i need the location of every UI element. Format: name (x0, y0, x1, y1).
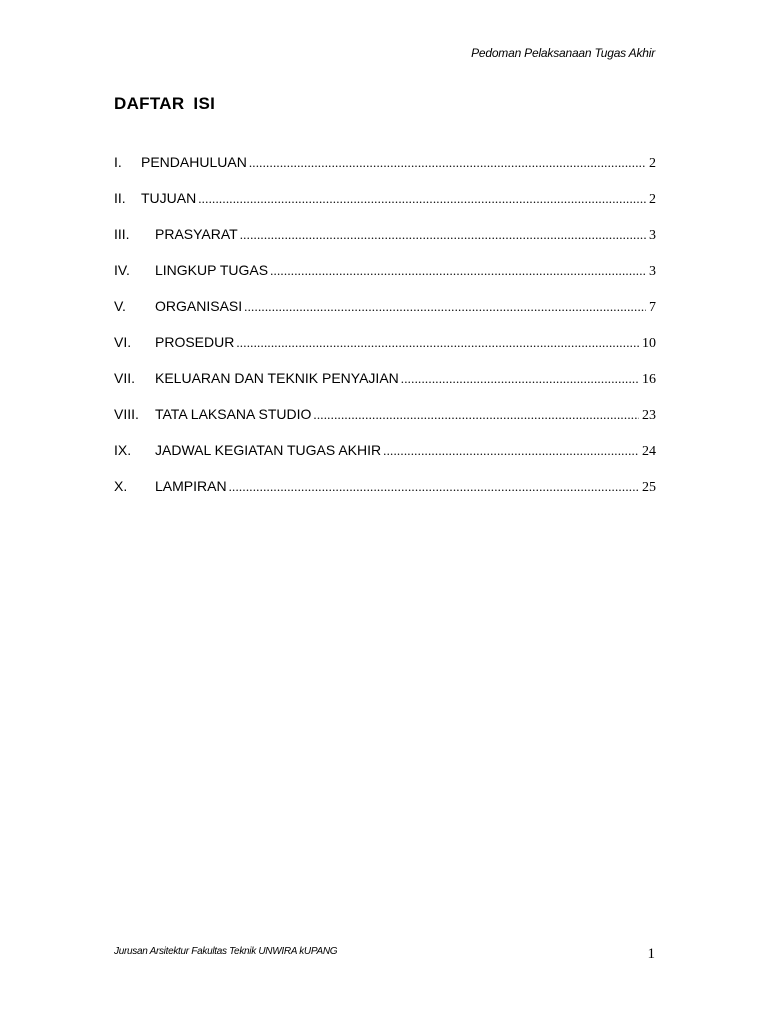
toc-entry-tata-laksana (114, 406, 656, 442)
footer-institution: Jurusan Arsitektur Fakultas Teknik UNWIRA kUPANG (114, 946, 338, 957)
toc-entry-page: 25 (642, 480, 656, 495)
toc-entry-prasyarat (114, 226, 656, 262)
toc-entry-page: 3 (649, 264, 656, 279)
toc-entry-page: 2 (649, 192, 656, 207)
toc-entry-label: TATA LAKSANA STUDIO (155, 406, 312, 422)
toc-title: DAFTAR ISI (114, 94, 216, 113)
toc-entry-lingkup-tugas (114, 262, 656, 298)
running-header: Pedoman Pelaksanaan Tugas Akhir (471, 46, 655, 60)
toc-entry-number: X. (114, 478, 128, 494)
dot-leader (229, 479, 639, 495)
dot-leader (313, 407, 639, 423)
toc-entry-number: III. (114, 226, 130, 242)
toc-entry-number: IV. (114, 262, 130, 278)
toc-entry-page: 3 (649, 228, 656, 243)
dot-leader (198, 191, 646, 207)
page-number: 1 (647, 946, 655, 962)
table-of-contents (114, 154, 656, 514)
toc-entry-tujuan (114, 190, 656, 226)
toc-entry-number: IX. (114, 442, 132, 458)
toc-entry-page: 16 (642, 372, 656, 387)
toc-entry-label: PENDAHULUAN (141, 154, 247, 170)
dot-leader (244, 299, 646, 315)
toc-entry-label: ORGANISASI (155, 298, 243, 314)
toc-entry-number: II. (114, 190, 126, 206)
toc-entry-page: 2 (649, 156, 656, 171)
dot-leader (401, 371, 639, 387)
toc-entry-organisasi (114, 298, 656, 334)
toc-entry-pendahuluan (114, 154, 656, 190)
toc-entry-label: TUJUAN (141, 190, 197, 206)
toc-entry-number: VIII. (114, 406, 139, 422)
toc-entry-number: V. (114, 298, 126, 314)
toc-entry-lampiran (114, 478, 656, 514)
toc-entry-label: LINGKUP TUGAS (155, 262, 269, 278)
toc-entry-number: VII. (114, 370, 136, 386)
toc-entry-label: LAMPIRAN (155, 478, 227, 494)
toc-entry-page: 23 (642, 408, 656, 423)
dot-leader (249, 155, 646, 171)
toc-entry-jadwal (114, 442, 656, 478)
toc-entry-label: PROSEDUR (155, 334, 235, 350)
toc-entry-label: KELUARAN DAN TEKNIK PENYAJIAN (155, 370, 399, 386)
toc-entry-label: PRASYARAT (155, 226, 238, 242)
toc-entry-label: JADWAL KEGIATAN TUGAS AKHIR (155, 442, 382, 458)
toc-entry-page: 7 (649, 300, 656, 315)
toc-entry-page: 24 (642, 444, 656, 459)
dot-leader (270, 263, 646, 279)
toc-entry-number: I. (114, 154, 122, 170)
dot-leader (383, 443, 639, 459)
toc-entry-number: VI. (114, 334, 132, 350)
toc-entry-prosedur (114, 334, 656, 370)
toc-entry-keluaran (114, 370, 656, 406)
toc-entry-page: 10 (642, 336, 656, 351)
dot-leader (236, 335, 639, 351)
dot-leader (240, 227, 646, 243)
